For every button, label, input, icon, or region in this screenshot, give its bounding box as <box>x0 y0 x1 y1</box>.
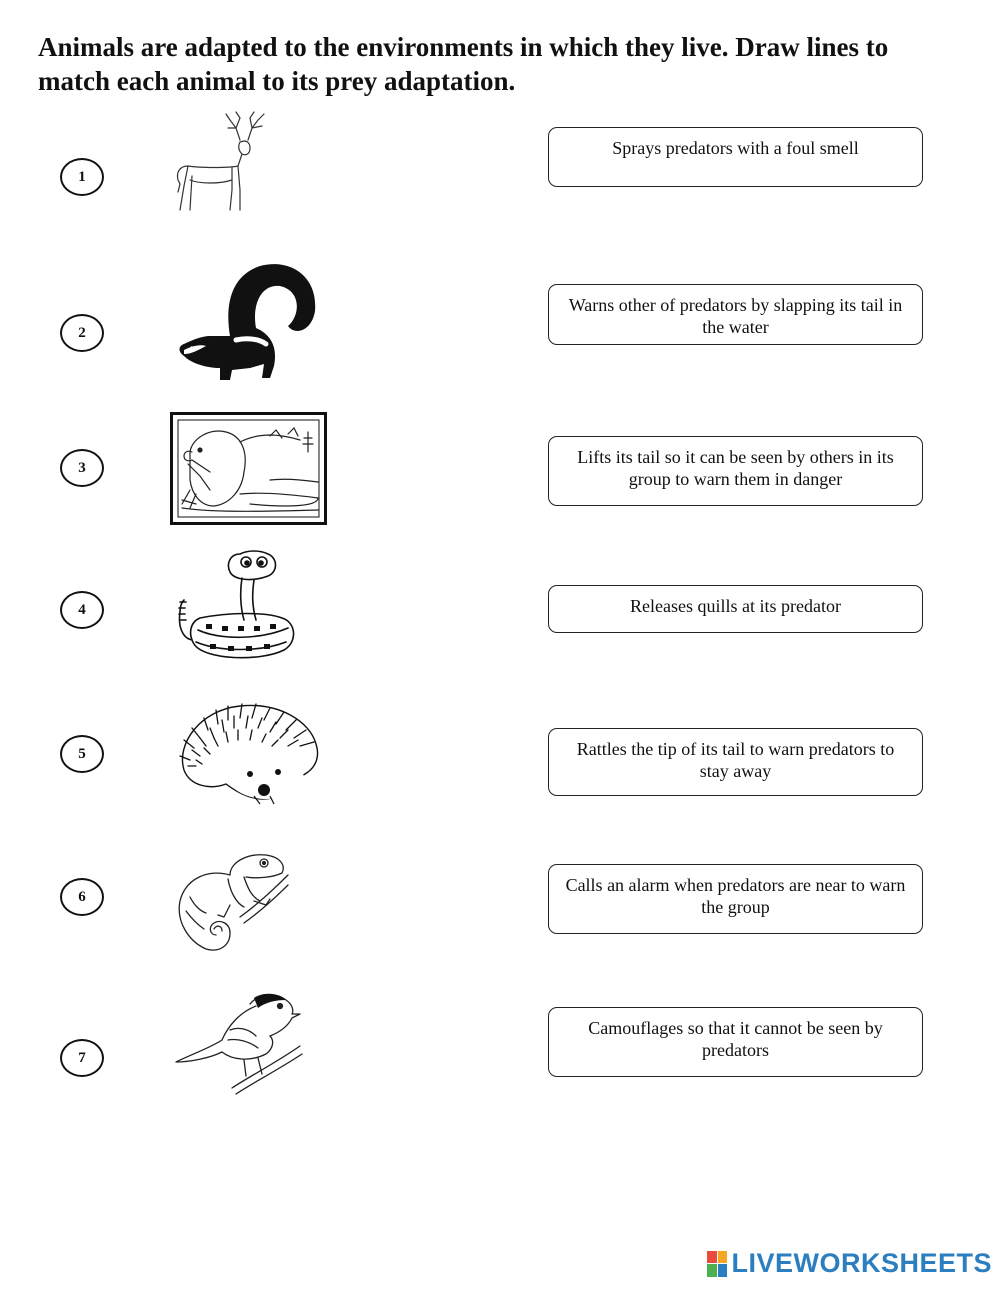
answer-box-6[interactable]: Calls an alarm when predators are near to warn the group <box>548 864 923 934</box>
answer-box-3[interactable]: Lifts its tail so it can be seen by others in its group to warn them in danger <box>548 436 923 506</box>
brand-footer <box>707 1248 992 1279</box>
skunk-icon <box>170 256 320 386</box>
number-circle-2[interactable]: 2 <box>60 314 104 352</box>
rattlesnake-icon <box>170 550 300 670</box>
bird-icon <box>170 990 305 1095</box>
number-circle-7[interactable]: 7 <box>60 1039 104 1077</box>
number-circle-3[interactable]: 3 <box>60 449 104 487</box>
answer-box-1[interactable]: Sprays predators with a foul smell <box>548 127 923 187</box>
number-circle-4[interactable]: 4 <box>60 591 104 629</box>
number-circle-6[interactable]: 6 <box>60 878 104 916</box>
liveworksheets-logo-icon <box>707 1251 727 1277</box>
number-circle-1[interactable]: 1 <box>60 158 104 196</box>
hedgehog-icon <box>170 700 320 805</box>
instructions-heading: Animals are adapted to the environments in which they live. Draw lines to match each animal to its prey adaptation. <box>38 32 889 96</box>
brand-name: LIVEWORKSHEETS <box>731 1248 992 1278</box>
answer-box-5[interactable]: Rattles the tip of its tail to warn predators to stay away <box>548 728 923 796</box>
chameleon-icon <box>170 845 290 955</box>
beaver-icon <box>170 412 327 525</box>
deer-icon <box>170 110 275 215</box>
number-circle-5[interactable]: 5 <box>60 735 104 773</box>
answer-box-2[interactable]: Warns other of predators by slapping its tail in the water <box>548 284 923 345</box>
answer-box-4[interactable]: Releases quills at its predator <box>548 585 923 633</box>
answer-box-7[interactable]: Camouflages so that it cannot be seen by predators <box>548 1007 923 1077</box>
